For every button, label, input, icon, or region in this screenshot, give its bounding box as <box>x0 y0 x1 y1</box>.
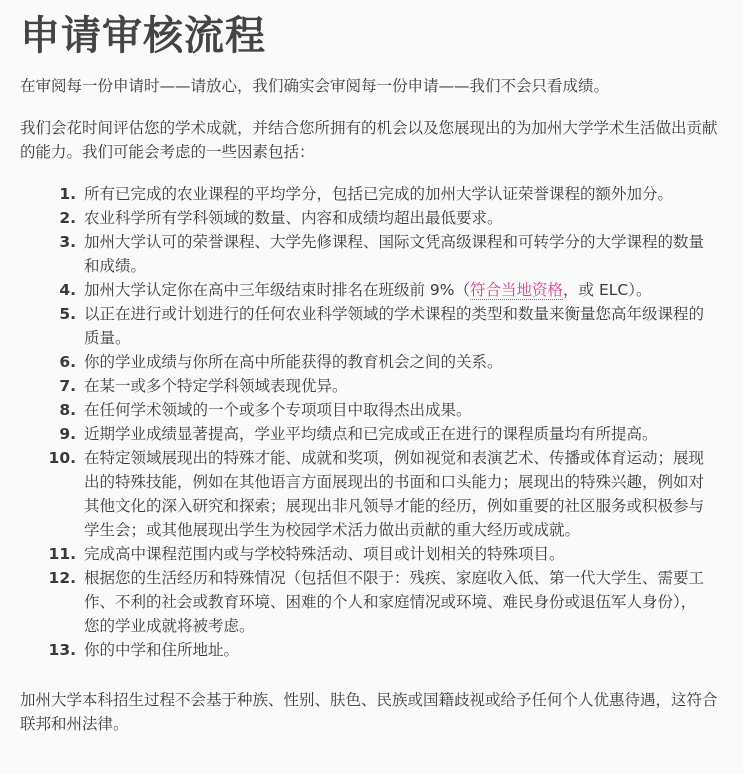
list-item <box>20 566 720 638</box>
item-number: 13. <box>48 641 76 659</box>
list-item <box>20 182 720 206</box>
list-item <box>20 446 720 542</box>
item-text: 所有已完成的农业课程的平均学分，包括已完成的加州大学认证荣誉课程的额外加分。 <box>84 185 674 203</box>
list-item <box>20 302 720 350</box>
item-text: 根据您的生活经历和特殊情况（包括但不限于：残疾、家庭收入低、第一代大学生、需要工作、不利的社会或教育环境、困难的个人和家庭情况或环境、难民身份或退伍军人身份），您的学业成就将被考虑。 <box>84 569 705 635</box>
item-text-before: 加州大学认定你在高中三年级结束时排名在班级前 9%（ <box>84 281 471 299</box>
list-item <box>20 374 720 398</box>
item-text: 在特定领域展现出的特殊才能、成就和奖项，例如视觉和表演艺术、传播或体育运动；展现出的特殊技能，例如在其他语言方面展现出的书面和口头能力；展现出的特殊兴趣，例如对其他文化的深入研究和探索；展现出非凡领导才能的经历，例如重要的社区服务或积极参与学生会；或其他展现出学生为校园学术活力做出贡献的重大经历或成就。 <box>84 449 705 539</box>
item-number: 7. <box>59 377 76 395</box>
item-text: 在任何学术领域的一个或多个专项项目中取得杰出成果。 <box>84 401 472 419</box>
item-number: 8. <box>59 401 76 419</box>
item-text: 以正在进行或计划进行的任何农业科学领域的学术课程的类型和数量来衡量您高年级课程的质量。 <box>84 305 705 347</box>
page-title: 申请审核流程 <box>20 13 266 59</box>
list-item <box>20 350 720 374</box>
item-text <box>84 278 704 302</box>
list-item <box>20 422 720 446</box>
item-number: 12. <box>48 569 76 587</box>
item-number: 3. <box>59 233 76 251</box>
item-text: 在某一或多个特定学科领域表现优异。 <box>84 377 348 395</box>
item-number: 11. <box>48 545 76 563</box>
item-number: 4. <box>59 281 76 299</box>
item-text: 近期学业成绩显著提高，学业平均绩点和已完成或正在进行的课程质量均有所提高。 <box>84 425 658 443</box>
item-text-after: ，或 ELC）。 <box>563 281 652 299</box>
intro-paragraph: 在审阅每一份申请时——请放心，我们确实会审阅每一份申请——我们不会只看成绩。 <box>20 77 610 95</box>
item-text: 加州大学认可的荣誉课程、大学先修课程、国际文凭高级课程和可转学分的大学课程的数量和成绩。 <box>84 233 705 275</box>
list-item <box>20 398 720 422</box>
item-number: 9. <box>59 425 76 443</box>
non-discrimination-paragraph: 加州大学本科招生过程不会基于种族、性别、肤色、民族或国籍歧视或给予任何个人优惠待遇，这符合联邦和州法律。 <box>20 691 718 733</box>
list-item <box>20 230 720 278</box>
item-number: 6. <box>59 353 76 371</box>
item-number: 1. <box>59 185 76 203</box>
item-text: 完成高中课程范围内或与学校特殊活动、项目或计划相关的特殊项目。 <box>84 545 565 563</box>
factors-intro-paragraph: 我们会花时间评估您的学术成就，并结合您所拥有的机会以及您展现出的为加州大学学术生活做出贡献的能力。我们可能会考虑的一些因素包括： <box>20 119 718 161</box>
item-text: 你的学业成绩与你所在高中所能获得的教育机会之间的关系。 <box>84 353 503 371</box>
item-number: 5. <box>59 305 76 323</box>
list-item <box>20 206 720 230</box>
list-item <box>20 278 720 302</box>
list-item <box>20 638 720 662</box>
item-text: 农业科学所有学科领域的数量、内容和成绩均超出最低要求。 <box>84 209 503 227</box>
item-number: 2. <box>59 209 76 227</box>
item-text: 你的中学和住所地址。 <box>84 641 240 659</box>
local-eligibility-link[interactable]: 符合当地资格 <box>470 281 564 299</box>
factors-list <box>20 182 720 662</box>
list-item <box>20 542 720 566</box>
item-number: 10. <box>48 449 76 467</box>
